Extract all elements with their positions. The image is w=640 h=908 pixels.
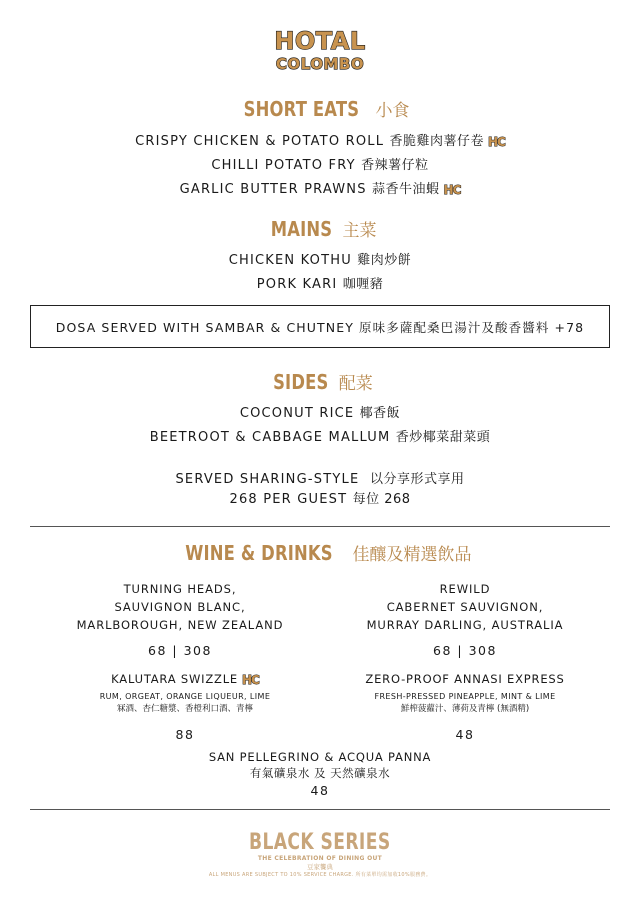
- served-sharing-style: SERVED SHARING-STYLE 以分享形式享用: [175, 472, 465, 487]
- drink-price: 48: [455, 727, 475, 742]
- wine-price: 68 | 308: [433, 643, 497, 658]
- menu-item: CRISPY CHICKEN & POTATO ROLL 香脆雞肉薯仔卷 HC: [135, 134, 505, 149]
- addon-box: [30, 305, 610, 348]
- logo-line-2: COLOMBO: [275, 55, 365, 73]
- section-title-mains: MAINS 主菜: [270, 217, 377, 241]
- menu-item: CHICKEN KOTHU 雞肉炒餅: [228, 253, 412, 268]
- price-per-guest: 268 PER GUEST 每位 268: [229, 492, 411, 507]
- menu-item: GARLIC BUTTER PRAWNS 蒜香牛油蝦 HC: [179, 182, 461, 197]
- divider: [30, 526, 610, 527]
- menu-item: PORK KARI 咖喱豬: [256, 277, 384, 292]
- logo-line-1: HOTAL: [274, 27, 366, 55]
- menu-item: CHILLI POTATO FRY 香辣薯仔粒: [211, 158, 429, 173]
- wine-item-turning-heads: TURNING HEADS, SAUVIGNON BLANC, MARLBOROUGH, NEW ZEALAND 68 | 308: [60, 580, 300, 658]
- hc-badge-icon: HC: [443, 182, 461, 197]
- section-title-wine-drinks: WINE & DRINKS 佳釀及精選飲品: [184, 541, 472, 565]
- service-charge-note: ALL MENUS ARE SUBJECT TO 10% SERVICE CHARGE. 所有菜單均需加收10%服務費。: [208, 872, 432, 878]
- hotal-colombo-logo: [270, 28, 370, 80]
- black-series-zh: 豆家饗典: [307, 863, 333, 871]
- black-series-logo: [0, 830, 640, 878]
- cocktail-price: 88: [175, 727, 195, 742]
- divider: [30, 809, 610, 810]
- black-series-subtitle: THE CELEBRATION OF DINING OUT: [257, 855, 383, 862]
- wine-price: 68 | 308: [148, 643, 212, 658]
- section-title-sides: SIDES 配菜: [273, 370, 373, 394]
- menu-item: BEETROOT & CABBAGE MALLUM 香炒椰菜甜菜頭: [149, 430, 491, 445]
- addon-text: DOSA SERVED WITH SAMBAR & CHUTNEY 原味多薩配桑巴湯汁及酸香醬料 +78: [55, 319, 585, 335]
- drink-zero-proof-annasi: ZERO-PROOF ANNASI EXPRESS FRESH-PRESSED PINEAPPLE, MINT & LIME 鮮榨菠蘿汁、薄荷及青檸 (無酒精) 48: [340, 671, 590, 742]
- wine-item-rewild: REWILD CABERNET SAUVIGNON, MURRAY DARLING, AUSTRALIA 68 | 308: [340, 580, 590, 658]
- water-price: 48: [310, 783, 330, 798]
- menu-item: COCONUT RICE 椰香飯: [239, 406, 401, 421]
- hc-badge-icon: HC: [488, 134, 505, 149]
- hc-badge-icon: HC: [241, 672, 259, 687]
- cocktail-kalutara-swizzle: KALUTARA SWIZZLE HC RUM, ORGEAT, ORANGE LIQUEUR, LIME 冧酒、杏仁糖漿、香橙利口酒、青檸 88: [60, 671, 310, 742]
- section-title-short-eats: SHORT EATS 小食: [243, 97, 410, 121]
- black-series-title: BLACK SERIES: [249, 830, 391, 855]
- water-item: SAN PELLEGRINO & ACQUA PANNA 有氣礦泉水 及 天然礦泉水 48: [0, 749, 640, 798]
